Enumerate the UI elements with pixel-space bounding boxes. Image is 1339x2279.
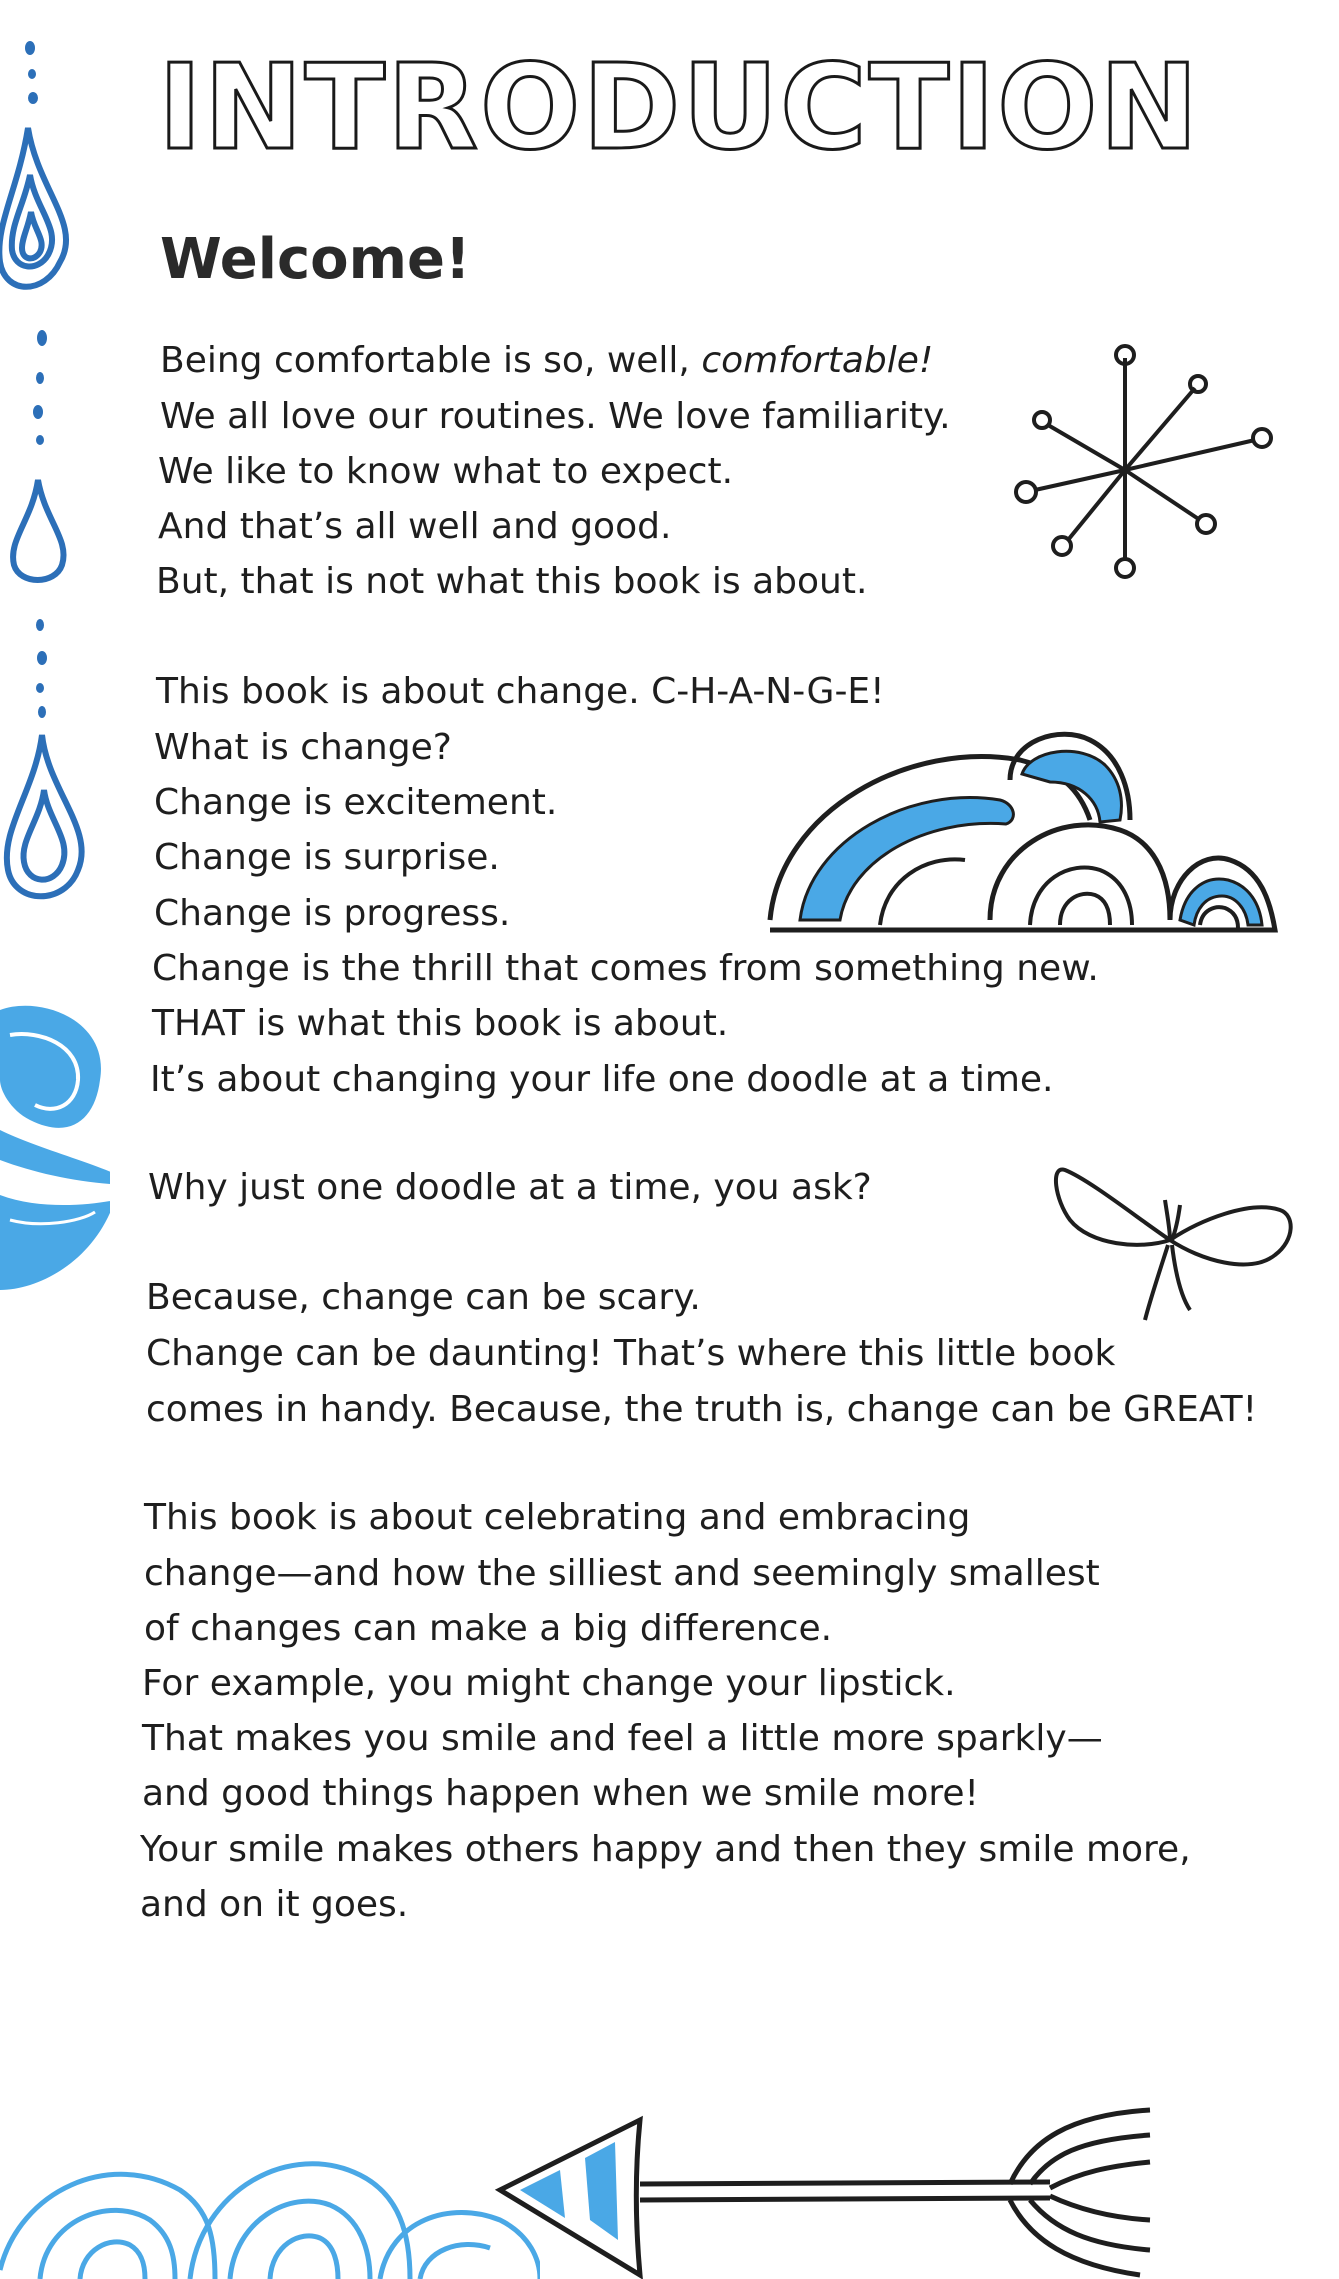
rainbow-hills-doodle-icon — [760, 720, 1280, 940]
cloud-swirl-doodle-icon — [0, 2120, 540, 2279]
text-line: change—and how the silliest and seemingly smallest — [144, 1553, 1100, 1594]
text-line: That makes you smile and feel a little more sparkly— — [142, 1718, 1103, 1759]
text-line: We like to know what to expect. — [158, 451, 734, 492]
text-line: Change is progress. — [154, 893, 511, 934]
text-line: This book is about change. C-H-A-N-G-E! — [156, 671, 885, 712]
starburst-doodle-icon — [1000, 340, 1290, 590]
emphasis-text: comfortable! — [701, 340, 934, 381]
text-line: For example, you might change your lipstick. — [142, 1663, 956, 1704]
bow-doodle-icon — [1050, 1160, 1300, 1330]
text-line: Your smile makes others happy and then they smile more, — [140, 1829, 1191, 1870]
text-line: What is change? — [154, 727, 452, 768]
text-line: Change can be daunting! That’s where this little book — [146, 1333, 1116, 1374]
text-line: And that’s all well and good. — [158, 506, 672, 547]
text-line: Why just one doodle at a time, you ask? — [148, 1167, 872, 1208]
text-line: THAT is what this book is about. — [152, 1003, 729, 1044]
text-line: We all love our routines. We love familiarity. — [160, 396, 951, 437]
page-title: INTRODUCTION — [158, 38, 1201, 176]
arrow-doodle-icon — [490, 2100, 1180, 2279]
text-line: But, that is not what this book is about. — [156, 561, 868, 602]
text-line: and good things happen when we smile more! — [142, 1773, 979, 1814]
text-line: comes in handy. Because, the truth is, change can be GREAT! — [146, 1389, 1258, 1430]
text-line: Change is excitement. — [154, 782, 558, 823]
welcome-heading: Welcome! — [160, 227, 471, 292]
text-line: Being comfortable is so, well, comfortable! — [160, 340, 934, 381]
raindrop-strip-icon — [0, 0, 110, 1320]
text-line: of changes can make a big difference. — [144, 1608, 833, 1649]
text-line: This book is about celebrating and embracing — [144, 1497, 971, 1538]
text-line: Change is the thrill that comes from something new. — [152, 948, 1099, 989]
text-line: and on it goes. — [140, 1884, 409, 1925]
text-line: Because, change can be scary. — [146, 1277, 701, 1318]
text-line: It’s about changing your life one doodle at a time. — [150, 1059, 1054, 1100]
text-line: Change is surprise. — [154, 837, 500, 878]
